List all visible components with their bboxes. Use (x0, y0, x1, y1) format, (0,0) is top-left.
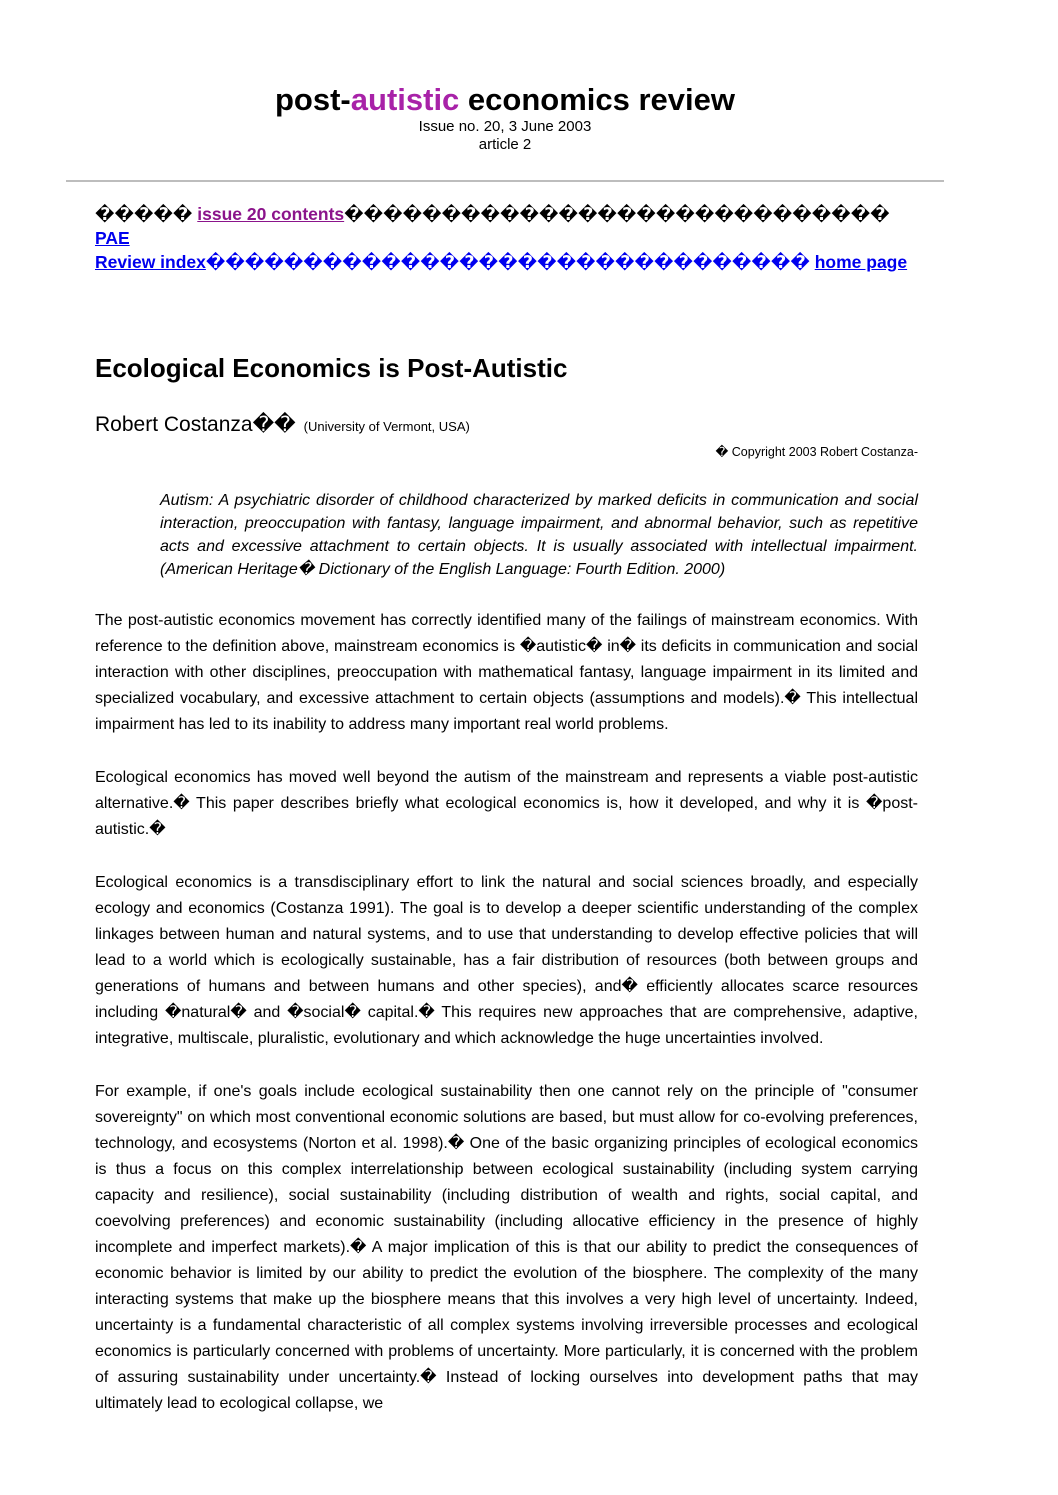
copyright-note: � Copyright 2003 Robert Costanza- (715, 445, 918, 460)
nav-garbled-prefix: ����� (95, 203, 198, 224)
issue-line: Issue no. 20, 3 June 2003 (418, 117, 592, 135)
nav-line-1 (95, 202, 918, 250)
body-paragraph: Ecological economics has moved well beyond the autism of the mainstream and represents a viable post-autistic alternative.� This paper describes briefly what ecological economics is, how it developed, and why it is �post-autistic.� (95, 769, 918, 839)
pae-link[interactable]: PAE (95, 227, 130, 248)
body-paragraph: The post-autistic economics movement has correctly identified many of the failings of mainstream economics. With reference to the definition above, mainstream economics is �autistic� in� its deficits in communication and social interaction with other disciplines, preoccupation with mathematical fantasy, language impairment in its limited and specialized vocabulary, and excessive attachment to certain objects (assumptions and models).� This intellectual impairment has led to its inability to address many important real world problems. (95, 612, 918, 734)
journal-title-accent: autistic (350, 82, 460, 117)
autism-definition-quote: Autism: A psychiatric disorder of childhood characterized by marked deficits in communication and social interaction, preoccupation with fantasy, language impairment, and abnormal behavior, such as repetitive acts and excessive attachment to certain objects. It is usually associated with intellectual impairment. (American Heritage� Dictionary of the English Language: Fourth Edition. 2000) (160, 492, 918, 579)
journal-title-rest: economics review (459, 82, 735, 117)
body-paragraph: For example, if one's goals include ecological sustainability then one cannot rely on the principle of "consumer sovereignty" on which most conventional economic solutions are based, but must allow for co-evolving preferences, technology, and ecosystems (Norton et al. 1998).� One of the basic organizing principles of ecological economics is thus a focus on this complex interrelationship between ecological sustainability (including system carrying capacity and resilience), social sustainability (including distribution of wealth and rights, social capital, and coevolving preferences) and economic sustainability (including allocative efficiency in the presence of highly incomplete and imperfect markets).� A major implication of this is that our ability to predict the consequences of economic behavior is limited by our ability to predict the evolution of the biosphere. The complexity of the many interacting systems that make up the biosphere means that this involves a very high level of uncertainty. Indeed, uncertainty is a fundamental characteristic of all complex systems involving irreversible processes and ecological economics is particularly concerned with problems of uncertainty. More particularly, it is concerned with the problem of assuring sustainability under uncertainty.� Instead of locking ourselves into development paths that may ultimately lead to ecological collapse, we (95, 1083, 918, 1413)
masthead (66, 82, 944, 154)
article-title: Ecological Economics is Post-Autistic (95, 352, 568, 383)
nav-garbled-fill-2: ������������������������������� (205, 251, 815, 272)
divider-rule (66, 180, 944, 182)
article (0, 354, 1058, 1418)
journal-title (66, 82, 944, 118)
journal-title-pre: post- (275, 82, 351, 117)
nav-garbled-fill-1: ���������������������������� (344, 203, 890, 224)
home-page-link[interactable]: home page (814, 251, 908, 272)
review-index-link[interactable]: Review index (95, 251, 206, 272)
author-name: Robert Costanza�� (95, 413, 296, 437)
byline (95, 412, 918, 437)
article-number-line: article 2 (478, 135, 532, 153)
article-body (0, 608, 1058, 1417)
nav-line-2 (95, 250, 918, 274)
author-affiliation: (University of Vermont, USA) (303, 419, 470, 435)
issue-20-contents-link[interactable]: issue 20 contents (197, 203, 345, 224)
top-nav (95, 202, 918, 274)
body-paragraph: Ecological economics is a transdisciplinary effort to link the natural and social sciences broadly, and especially ecology and economics (Costanza 1991). The goal is to develop a deeper scientific understanding of the complex linkages between human and natural systems, and to use that understanding to develop effective policies that will lead to a world which is ecologically sustainable, has a fair distribution of resources (both between groups and generations of humans and between humans and other species), and� efficiently allocates scarce resources including �natural� and �social� capital.� This requires new approaches that are comprehensive, adaptive, integrative, multiscale, pluralistic, evolutionary and which acknowledge the huge uncertainties involved. (95, 874, 918, 1048)
